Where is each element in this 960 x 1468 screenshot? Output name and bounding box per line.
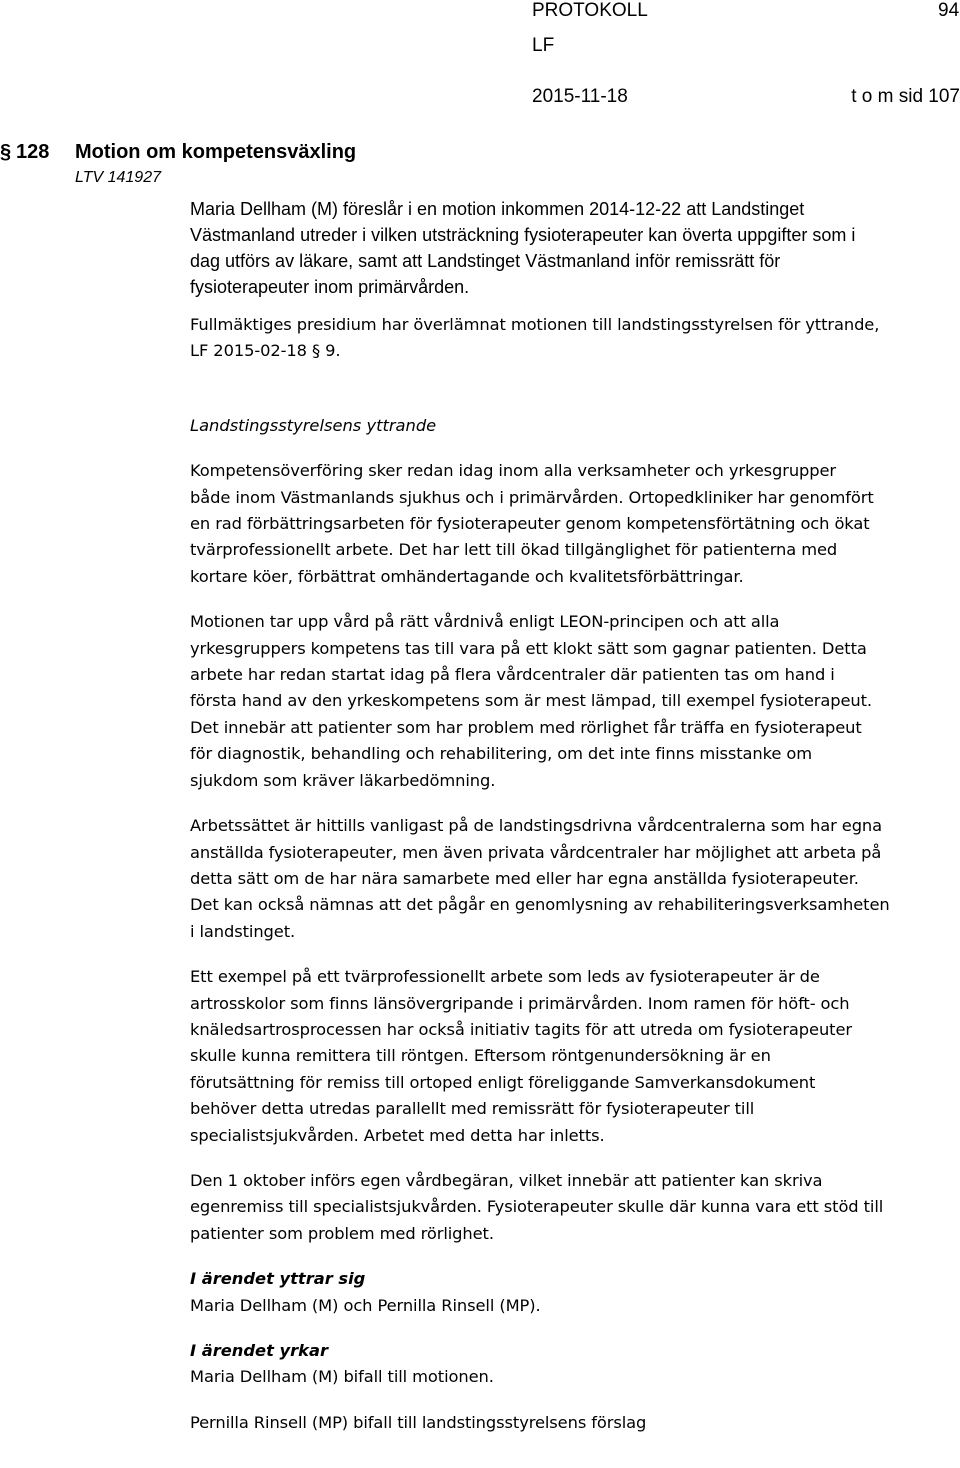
text-line: sjukdom som kräver läkarbedömning. — [190, 770, 496, 790]
text-line: dag utförs av läkare, samt att Landstinget Västmanland inför remissrätt för — [190, 251, 781, 271]
section-symbol: § — [0, 141, 12, 163]
speakers-heading: I ärendet yttrar sig — [190, 1269, 366, 1289]
text-line: behöver detta utredas parallellt med remissrätt för fysioterapeuter till — [190, 1099, 755, 1119]
page-number: 94 — [938, 0, 960, 21]
statement-heading: Landstingsstyrelsens yttrande — [190, 415, 437, 435]
text-line: knäledsartrosprocessen har också initiativ tagits för att utreda om fysioterapeuter — [190, 1019, 852, 1039]
text-line: Motionen tar upp vård på rätt vårdnivå enligt LEON-principen och att alla — [190, 612, 780, 632]
text-line: Fullmäktiges presidium har överlämnat motionen till landstingsstyrelsen för yttrande, — [190, 315, 880, 334]
text-line: för diagnostik, behandling och rehabilitering, om det inte finns misstanke om — [190, 744, 813, 764]
text-line: skulle kunna remittera till röntgen. Eftersom röntgenundersökning är en — [190, 1046, 771, 1066]
section-number: 128 — [16, 141, 50, 163]
statement-paragraph-4 — [190, 964, 950, 1149]
text-line: Västmanland utreder i vilken utsträckning fysioterapeuter kan överta uppgifter som i — [190, 225, 856, 245]
page-range: t o m sid 107 — [851, 86, 960, 107]
case-reference: LTV 141927 — [75, 169, 161, 186]
speakers-list: Maria Dellham (M) och Pernilla Rinsell (MP). — [190, 1295, 541, 1315]
motions-heading: I ärendet yrkar — [190, 1341, 329, 1360]
text-line: i landstinget. — [190, 921, 296, 941]
text-line: specialistsjukvården. Arbetet med detta har inletts. — [190, 1125, 605, 1145]
statement-paragraph-2 — [190, 609, 950, 794]
statement-paragraph-3 — [190, 813, 950, 945]
text-line: både inom Västmanlands sjukhus och i primärvården. Ortopedkliniker har genomfört — [190, 487, 874, 507]
text-line: fysioterapeuter inom primärvården. — [190, 277, 470, 297]
text-line: första hand av den yrkeskompetens som är mest lämpad, till exempel fysioterapeut. — [190, 691, 873, 711]
text-line: en rad förbättringsarbeten för fysioterapeuter genom kompetensförtätning och ökat — [190, 514, 870, 534]
text-line: Den 1 oktober införs egen vårdbegäran, vilket innebär att patienter kan skriva — [190, 1170, 823, 1190]
text-line: patienter som problem med rörlighet. — [190, 1223, 494, 1243]
statement-paragraph-5 — [190, 1168, 950, 1247]
text-line: yrkesgruppers kompetens tas till vara på ett klokt sätt som gagnar patienten. Detta — [190, 638, 867, 658]
document-type: PROTOKOLL — [532, 0, 648, 21]
text-line: anställda fysioterapeuter, men även privata vårdcentraler har möjlighet att arbeta på — [190, 842, 882, 862]
statement-paragraph-1 — [190, 458, 950, 590]
text-line: Arbetssättet är hittills vanligast på de landstingsdrivna vårdcentralerna som har egna — [190, 816, 883, 836]
text-line: artrosskolor som finns länsövergripande i primärvården. Inom ramen för höft- och — [190, 993, 850, 1013]
section-title: Motion om kompetensväxling — [75, 141, 357, 163]
motion-item-2: Pernilla Rinsell (MP) bifall till landstingsstyrelsens förslag — [190, 1412, 647, 1432]
text-line: LF 2015-02-18 § 9. — [190, 341, 341, 361]
text-line: detta sätt om de har nära samarbete med eller har egna anställda fysioterapeuter. — [190, 868, 859, 888]
text-line: tvärprofessionellt arbete. Det har lett till ökad tillgänglighet för patienterna med — [190, 540, 838, 560]
motion-summary — [190, 196, 950, 300]
text-line: förutsättning för remiss till ortoped enligt föreliggande Samverkansdokument — [190, 1072, 816, 1092]
motion-item-1: Maria Dellham (M) bifall till motionen. — [190, 1367, 494, 1387]
text-line: Det kan också nämnas att det pågår en genomlysning av rehabiliteringsverksamheten — [190, 895, 890, 915]
minutes-body — [190, 196, 950, 1436]
presidium-note — [190, 312, 950, 365]
text-line: Det innebär att patienter som har problem med rörlighet får träffa en fysioterapeut — [190, 717, 862, 737]
text-line: Kompetensöverföring sker redan idag inom alla verksamheter och yrkesgrupper — [190, 461, 837, 481]
text-line: kortare köer, förbättrat omhändertagande och kvalitetsförbättringar. — [190, 566, 744, 586]
organisation-abbrev: LF — [532, 35, 555, 56]
text-line: arbete har redan startat idag på flera vårdcentraler där patienten tas om hand i — [190, 665, 835, 685]
text-line: Ett exempel på ett tvärprofessionellt arbete som leds av fysioterapeuter är de — [190, 967, 820, 987]
meeting-date: 2015-11-18 — [532, 86, 628, 107]
text-line: egenremiss till specialistsjukvården. Fysioterapeuter skulle där kunna vara ett stöd till — [190, 1197, 884, 1217]
text-line: Maria Dellham (M) föreslår i en motion inkommen 2014-12-22 att Landstinget — [190, 199, 805, 219]
